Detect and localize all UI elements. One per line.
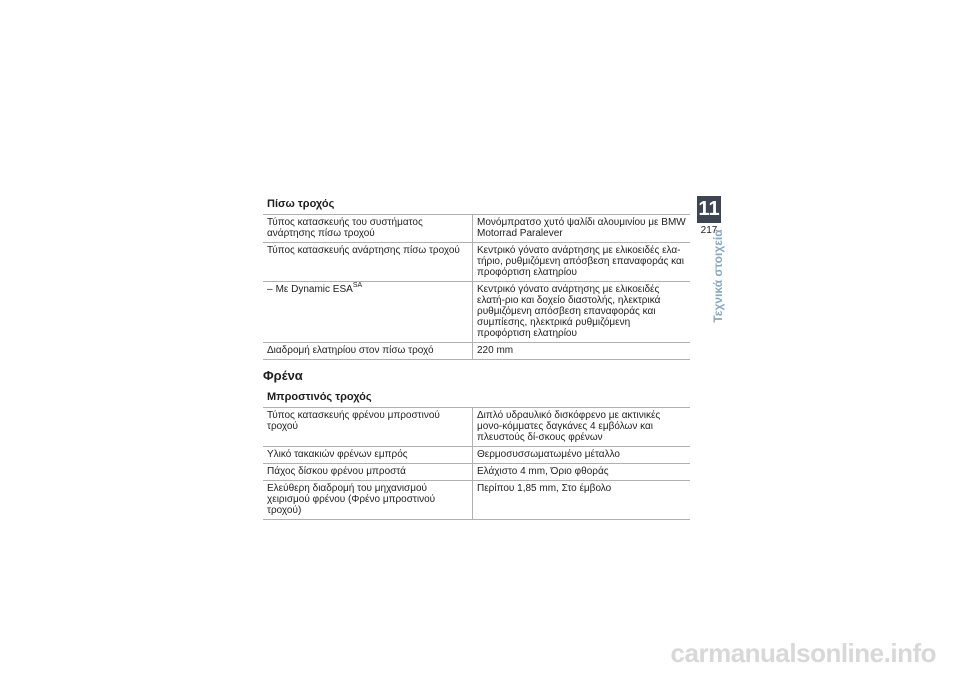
page-number: 217 [700,225,718,236]
spec-row-pad-material [263,447,690,464]
spec-value: Περίπου 1,85 mm, Στο έμβολο [477,483,612,494]
spec-label: Τύπος κατασκευής φρένου μπροστινού τροχού [263,408,473,446]
spec-value: Θερμοσυσσωματωμένο μέταλλο [477,449,620,460]
spec-content [263,196,690,520]
spec-label: Τύπος κατασκευής του συστήματος ανάρτησης πίσω τροχού [263,215,473,242]
spec-row-disc-thickness [263,464,690,481]
spec-row-rear-suspension-system [263,215,690,243]
spec-label: Διαδρομή ελατηρίου στον πίσω τροχό [263,343,473,359]
spec-label: Τύπος κατασκευής ανάρτησης πίσω τροχού [263,243,473,281]
spec-label: Ελεύθερη διαδρομή του μηχανισμού χειρισμού φρένου (Φρένο μπροστινού τροχού) [263,481,473,519]
chapter-number: 11 [697,196,721,223]
watermark: carmanualsonline.info [670,638,936,668]
spec-value: Κεντρικό γόνατο ανάρτησης με ελικοειδές ελα-τήριο, ρυθμιζόμενη απόσβεση επαναφοράς και προφόρτιση ελατηρίου [477,245,685,278]
spec-value: Διπλό υδραυλικό δισκόφρενο με ακτινικές μονο-κόμματες δαγκάνες 4 εμβόλων και πλευστούς δί-σκους φρένων [477,410,661,443]
spec-value: Ελάχιστο 4 mm, Όριο φθοράς [477,466,609,477]
spec-label: Πάχος δίσκου φρένου μπροστά [263,464,473,480]
spec-label-dynamic-esa [263,282,473,342]
spec-value: 220 mm [477,345,514,356]
chapter-title: Τεχνικά στοιχεία [711,229,725,323]
spec-row-free-travel [263,481,690,520]
spec-row-rear-travel [263,343,690,360]
dash-marker: – [267,284,273,295]
spec-label: Με Dynamic ESA [275,284,353,295]
spec-row-rear-suspension [263,243,690,282]
brakes-section-title: Φρένα [263,368,303,383]
spec-row-dynamic-esa [263,282,690,343]
rear-wheel-heading: Πίσω τροχός [263,196,690,215]
spec-label: Υλικό τακακιών φρένων εμπρός [263,447,473,463]
sa-superscript: SA [352,282,363,289]
spec-value: Κεντρικό γόνατο ανάρτησης με ελικοειδές ελατή-ριο και δοχείο διαστολής, ηλεκτρικά ρυθμιζόμενη απόσβεση επαναφοράς και συμπίεσης, ηλεκτρικά ρυθμιζόμενη προφόρτιση ελατηρίου [477,284,661,339]
spec-row-brake-type [263,408,690,447]
spec-value: Μονόμπρατσο χυτό ψαλίδι αλουμινίου με BMW Motorrad Paralever [477,217,686,239]
front-wheel-heading: Μπροστινός τροχός [263,389,690,408]
